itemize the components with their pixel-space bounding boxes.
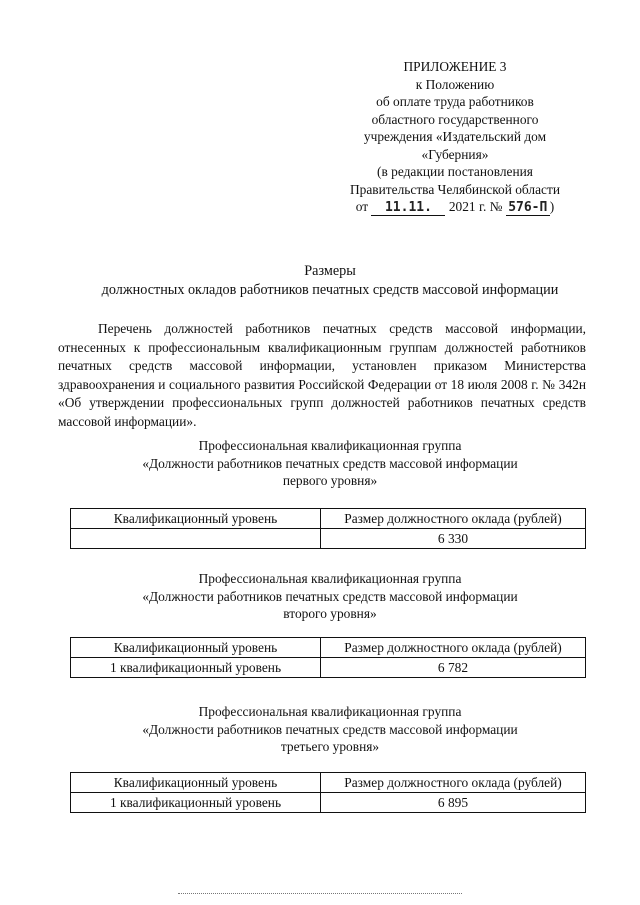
header-salary: Размер должностного оклада (рублей) <box>321 773 586 793</box>
year-text: 2021 г. № <box>448 199 503 214</box>
cell-level <box>71 529 321 549</box>
table-header-row <box>71 773 586 793</box>
header-level: Квалификационный уровень <box>71 773 321 793</box>
appendix-line: «Губерния» <box>421 146 489 162</box>
document-title <box>60 262 600 300</box>
group-heading-line: «Должности работников печатных средств массовой информации <box>142 588 518 604</box>
cell-salary: 6 330 <box>321 529 586 549</box>
appendix-line: Правительства Челябинской области <box>350 181 560 197</box>
closing-paren: ) <box>549 199 555 214</box>
group-heading-line: третьего уровня» <box>280 739 380 754</box>
salary-table <box>70 637 586 678</box>
group-heading-line: Профессиональная квалификационная группа <box>198 571 462 586</box>
decree-date-line <box>330 198 580 216</box>
date-blank <box>371 200 445 216</box>
group-heading-line: Профессиональная квалификационная группа <box>198 438 462 453</box>
group-heading-line: первого уровня» <box>282 473 378 488</box>
salary-table <box>70 772 586 813</box>
table-row <box>71 793 586 813</box>
header-salary: Размер должностного оклада (рублей) <box>321 638 586 658</box>
appendix-line: (в редакции постановления <box>377 164 533 179</box>
header-level: Квалификационный уровень <box>71 638 321 658</box>
group-heading-line: Профессиональная квалификационная группа <box>198 704 462 719</box>
title-line-1: Размеры <box>304 263 356 279</box>
group-heading <box>60 437 600 490</box>
table-header-row <box>71 638 586 658</box>
table-row <box>71 529 586 549</box>
cell-level: 1 квалификационный уровень <box>71 658 321 678</box>
appendix-header <box>330 58 580 216</box>
appendix-line: к Положению <box>415 76 495 92</box>
group-heading-line: второго уровня» <box>283 606 377 621</box>
number-blank <box>506 200 550 216</box>
header-salary: Размер должностного оклада (рублей) <box>321 509 586 529</box>
group-heading <box>60 570 600 623</box>
cell-level: 1 квалификационный уровень <box>71 793 321 813</box>
salary-table <box>70 508 586 549</box>
handwritten-number: 576-П <box>508 200 548 215</box>
table-row <box>71 658 586 678</box>
table-header-row <box>71 509 586 529</box>
footer-divider <box>178 893 462 894</box>
group-heading-line: «Должности работников печатных средств массовой информации <box>142 455 518 471</box>
appendix-title: ПРИЛОЖЕНИЕ 3 <box>403 59 507 74</box>
appendix-line: об оплате труда работников <box>376 94 534 109</box>
cell-salary: 6 895 <box>321 793 586 813</box>
group-heading <box>60 703 600 756</box>
header-level: Квалификационный уровень <box>71 509 321 529</box>
intro-paragraph: Перечень должностей работников печатных средств массовой информации, отнесенных к профессиональным квалификационным группам должностей работников печатных средств массовой информации, установлен приказом Министерства здравоохранения и социального развития Российской Федерации от 18 июля 2008 г. № 342н «Об утверждении профессиональных групп должностей работников печатных средств массовой информации». <box>58 321 586 429</box>
title-line-2: должностных окладов работников печатных средств массовой информации <box>101 282 559 298</box>
cell-salary: 6 782 <box>321 658 586 678</box>
appendix-line: областного государственного <box>371 111 539 127</box>
handwritten-date: 11.11. <box>384 200 432 215</box>
group-heading-line: «Должности работников печатных средств массовой информации <box>142 721 518 737</box>
appendix-line: учреждения «Издательский дом <box>363 129 547 144</box>
date-prefix: от <box>355 199 369 214</box>
